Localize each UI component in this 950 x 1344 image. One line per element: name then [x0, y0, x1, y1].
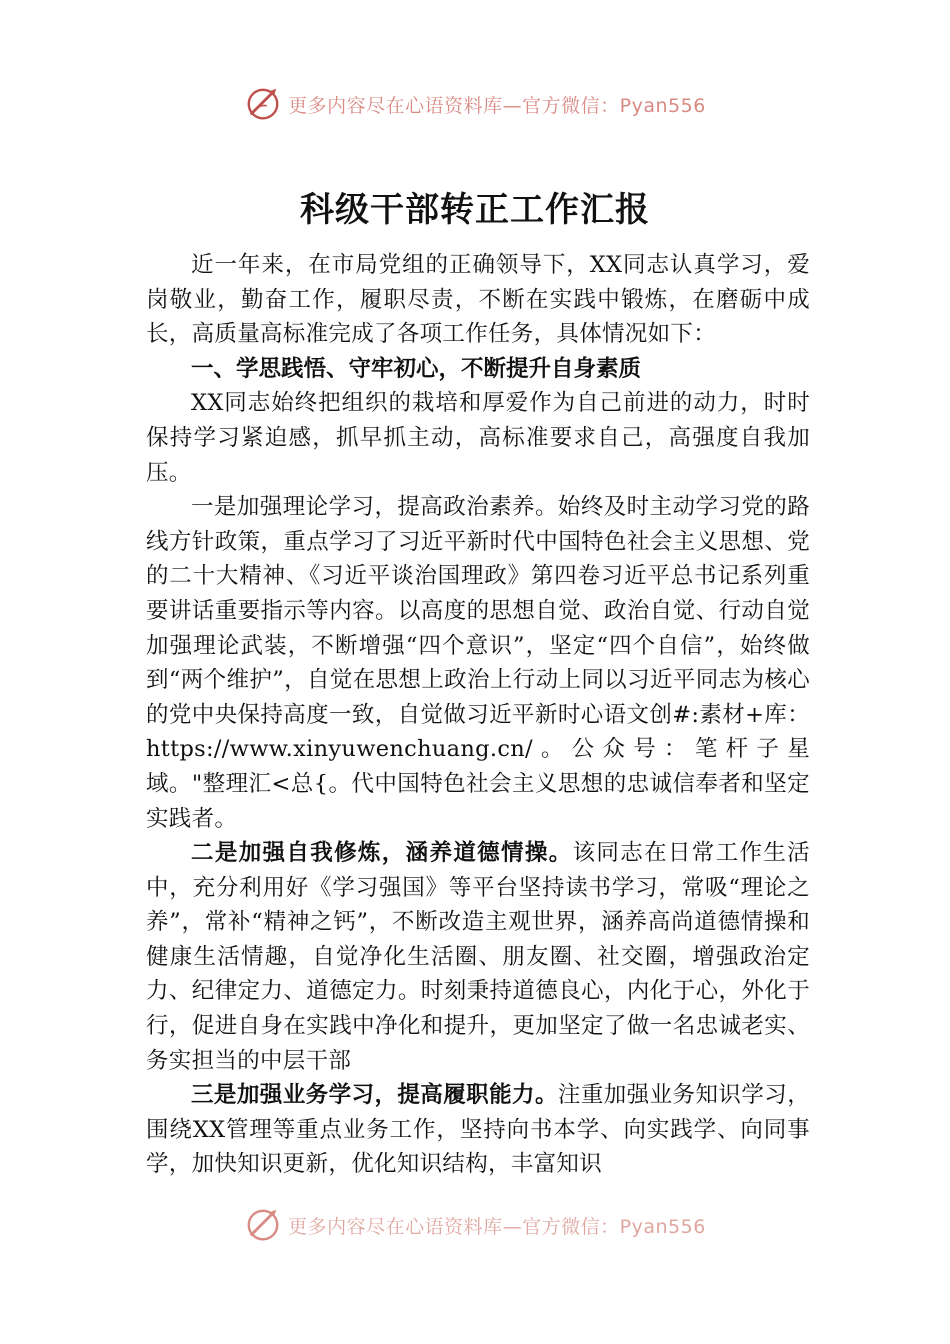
point-3-paragraph [146, 1078, 810, 1182]
point-2-lead: 二是加强自我修炼，涵养道德情操。 [191, 840, 573, 867]
document-body [146, 248, 810, 1182]
document-title: 科级干部转正工作汇报 [300, 190, 650, 230]
point-3-text: 注重加强业务知识学习，围绕XX管理等重点业务工作，坚持向书本学、向实践学、向同事学，加快知识更新，优化知识结构，丰富知识 [146, 1082, 810, 1178]
pen-logo-icon [244, 85, 282, 123]
section-1-paragraph: XX同志始终把组织的栽培和厚爱作为自己前进的动力，时时保持学习紧迫感，抓早抓主动，高标准要求自己，高强度自我加压。 [146, 390, 810, 486]
pen-logo-icon [244, 1206, 282, 1244]
intro-paragraph: 近一年来，在市局党组的正确领导下，XX同志认真学习，爱岗敬业，勤奋工作，履职尽责，不断在实践中锻炼，在磨砺中成长，高质量高标准完成了各项工作任务，具体情况如下： [146, 252, 810, 348]
point-3-lead: 三是加强业务学习，提高履职能力。 [191, 1082, 558, 1109]
header-watermark-banner [0, 82, 950, 126]
header-banner-text: 更多内容尽在心语资料库—官方微信：Pyan556 [288, 94, 706, 117]
section-1-heading: 一、学思践悟、守牢初心，不断提升自身素质 [191, 355, 642, 382]
point-2-paragraph [146, 836, 810, 1078]
point-2-text: 该同志在日常工作生活中，充分利用好《学习强国》等平台坚持读书学习，常吸“理论之养”，常补“精神之钙”，不断改造主观世界，涵养高尚道德情操和健康生活情趣，自觉净化生活圈、朋友圈、社交圈，增强政治定力、纪律定力、道德定力。时刻秉持道德良心，内化于心，外化于行，促进自身在实践中净化和提升，更加坚定了做一名忠诚老实、务实担当的中层干部 [146, 840, 810, 1074]
footer-banner-text: 更多内容尽在心语资料库—官方微信：Pyan556 [288, 1215, 706, 1238]
point-1-paragraph: 一是加强理论学习，提高政治素养。始终及时主动学习党的路线方针政策，重点学习了习近平新时代中国特色社会主义思想、党的二十大精神、《习近平谈治国理政》第四卷习近平总书记系列重要讲话重要指示等内容。以高度的思想自觉、政治自觉、行动自觉加强理论武装，不断增强“四个意识”，坚定“四个自信”，始终做到“两个维护”，自觉在思想上政治上行动上同以习近平同志为核心的党中央保持高度一致，自觉做习近平新时心语文创#:素材+库：https://www.xinyuwenchuang.cn/。公众号：笔杆子星域。"整理汇<总{。代中国特色社会主义思想的忠诚信奉者和坚定实践者。 [146, 494, 810, 832]
footer-watermark-banner [0, 1205, 950, 1245]
